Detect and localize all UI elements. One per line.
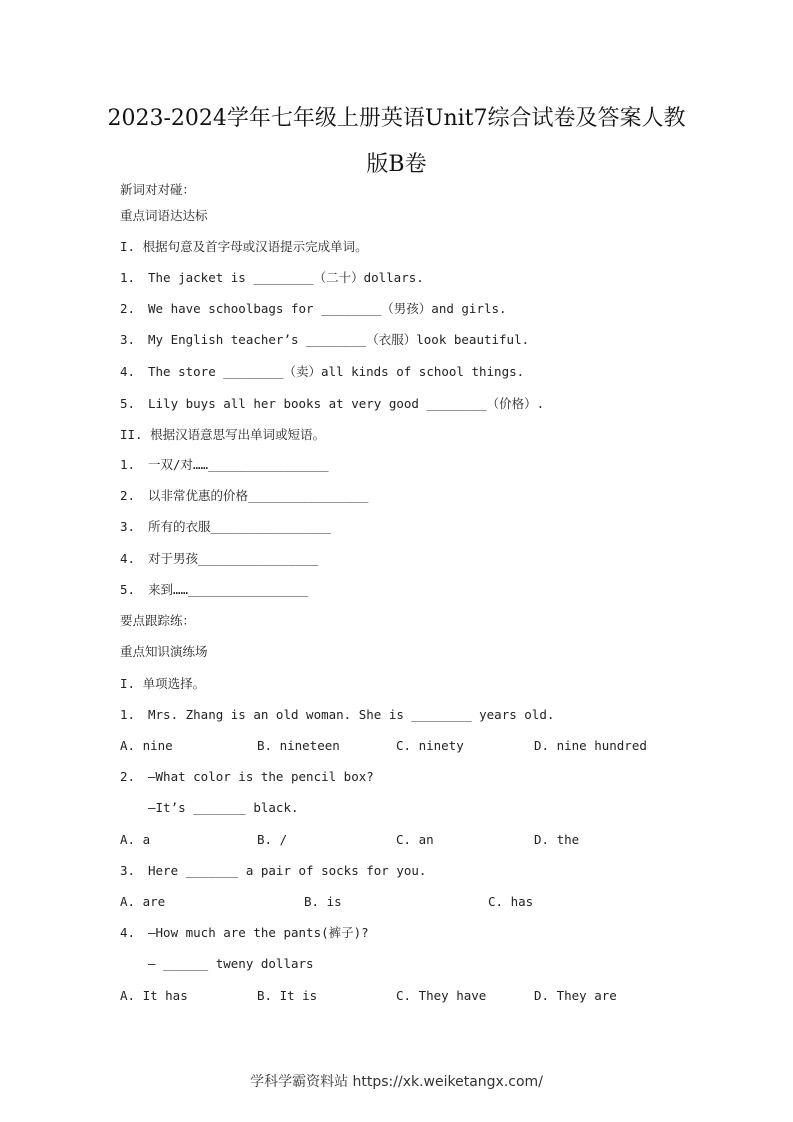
p2-item-3-num: 3. [120, 519, 136, 534]
q2-option-a: A. a [120, 832, 151, 847]
p1-item-2-text: We have schoolbags for ________（男孩）and girls. [148, 301, 507, 316]
q3-option-c: C. has [488, 894, 534, 909]
q4-option-b: B. It is [257, 988, 318, 1003]
p1-item-1-num: 1. [120, 270, 136, 285]
p1-item-1-text: The jacket is ________（二十）dollars. [148, 270, 424, 285]
p2-item-1-text: 一双/对……________________ [148, 457, 329, 472]
p2-item-2-text: 以非常优惠的价格________________ [148, 488, 369, 503]
p2-item-3-text: 所有的衣服________________ [148, 519, 331, 534]
q1-option-a: A. nine [120, 738, 173, 753]
q3-option-b: B. is [304, 894, 342, 909]
p2-item-4-num: 4. [120, 551, 136, 566]
q4-option-a: A. It has [120, 988, 188, 1003]
q3-num: 3. [120, 863, 136, 878]
q3-option-a: A. are [120, 894, 166, 909]
q1-text: Mrs. Zhang is an old woman. She is ________ years old. [148, 707, 555, 722]
document-title [100, 96, 693, 188]
q2-sub: —It’s _______ black. [148, 800, 299, 815]
p1-item-5-num: 5. [120, 396, 136, 411]
p2-item-5-num: 5. [120, 582, 136, 597]
p1-item-3-num: 3. [120, 332, 136, 347]
q2-option-d: D. the [534, 832, 580, 847]
q4-option-d: D. They are [534, 988, 617, 1003]
q2-text: —What color is the pencil box? [148, 769, 374, 784]
section-knowledge: 重点知识演练场 [120, 644, 208, 659]
q4-text: —How much are the pants(裤子)? [148, 925, 369, 940]
q4-sub: — ______ tweny dollars [148, 956, 314, 971]
q4-option-c: C. They have [396, 988, 487, 1003]
p2-item-4-text: 对于男孩________________ [148, 551, 319, 566]
p1-item-5-text: Lily buys all her books at very good ________（价格）. [148, 396, 545, 411]
title-line-1: 2023-2024学年七年级上册英语Unit7综合试卷及答案人教 [107, 106, 686, 131]
part3-heading: I. 单项选择。 [120, 676, 206, 691]
p2-item-1-num: 1. [120, 457, 136, 472]
part2-heading: II. 根据汉语意思写出单词或短语。 [120, 427, 326, 442]
p2-item-2-num: 2. [120, 488, 136, 503]
footer-source-link[interactable]: 学科学霸资料站 https://xk.weiketangx.com/ [250, 1074, 543, 1090]
q4-num: 4. [120, 925, 136, 940]
part1-heading: I. 根据句意及首字母或汉语提示完成单词。 [120, 239, 368, 254]
q1-num: 1. [120, 707, 136, 722]
section-key-words: 重点词语达达标 [120, 208, 208, 223]
q1-option-d: D. nine hundred [534, 738, 647, 753]
q3-text: Here _______ a pair of socks for you. [148, 863, 427, 878]
p1-item-3-text: My English teacher’s ________（衣服）look beautiful. [148, 332, 530, 347]
q1-option-c: C. ninety [396, 738, 464, 753]
q2-option-b: B. / [257, 832, 288, 847]
p1-item-4-text: The store ________（卖）all kinds of school things. [148, 364, 525, 379]
title-line-2: 版B卷 [366, 152, 427, 177]
q1-option-b: B. nineteen [257, 738, 340, 753]
p1-item-2-num: 2. [120, 301, 136, 316]
p1-item-4-num: 4. [120, 364, 136, 379]
q2-num: 2. [120, 769, 136, 784]
section-points: 要点跟踪练： [120, 613, 196, 628]
section-new-words: 新词对对碰： [120, 182, 196, 197]
q2-option-c: C. an [396, 832, 434, 847]
p2-item-5-text: 来到……________________ [148, 582, 309, 597]
